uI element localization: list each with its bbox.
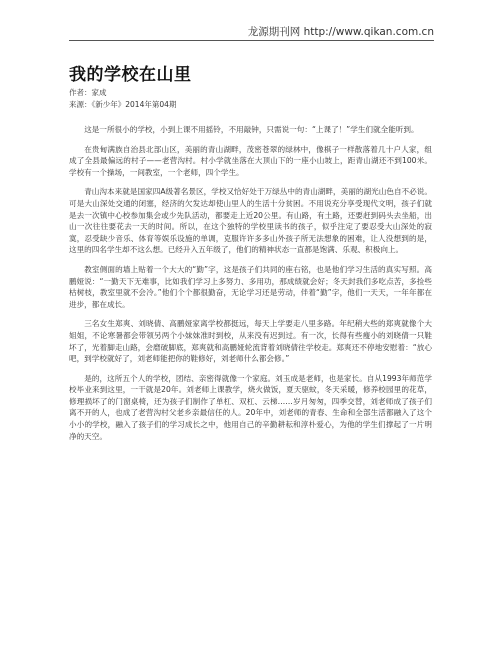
paragraph: 在贵甸满族自治县北部山区，美丽的青山湖畔，茂密苍翠的绿林中，像棋子一样散落着几十户人家，组成了全县最偏远的村子——老营沟村。村小学就坐落在大顶山下的一座小山坡上，距青山湖还不到100米。学校有一个操场，一间教室，一个老师，四个学生。 (69, 144, 432, 177)
article-author: 作者：家成 (69, 88, 107, 97)
article-body (69, 124, 432, 450)
article-source: 来源：《新少年》2014年第04期 (69, 100, 177, 109)
paragraph: 是的，这所五个人的学校，团结、亲密得就像一个家庭。刘玉成是老师，也是家长。自从1993年师范学校毕业来到这里，一干就是20年。刘老师上课教学，烧火做饭，夏天驱蚊，冬天采暖，修养校园里的花草，修理损坏了的门窗桌椅，还为孩子们制作了单杠、双杠、云梯……岁月匆匆，四季交替，刘老师成了孩子们离不开的人，也成了老营沟村父老乡亲最信任的人。20年中，刘老师的青春、生命和全部生活都融入了这个小小的学校，融入了孩子们的学习成长之中，他用自己的辛勤耕耘和淳朴爱心，为他的学生们撑起了一片明净的天空。 (69, 373, 432, 441)
paragraph: 教室侧面的墙上贴着一个大大的“勤”字，这是孩子们共同的座右铭，也是他们学习生活的真实写照。高鹏娅说：“一勤天下无难事，比如我们学习上多努力、多用功，那成绩就会好；冬天封我们多吃点苦，多捡些枯树枝，教室里就不会冷。”他们个个都很勤奋，无论学习还是劳动，伴着“勤”字，他们一天天，一年年都在进步，都在成长。 (69, 264, 432, 309)
article-title: 我的学校在山里 (69, 65, 192, 85)
header-divider (69, 40, 434, 41)
paragraph: 这是一所很小的学校，小到上课不用摇铃，不用敲钟，只需说一句：“上课了！”学生们就全能听到。 (84, 125, 419, 134)
journal-site-header: 龙源期刊网 http://www.qikan.com.cn (247, 26, 434, 38)
paragraph: 三名女生郑爽、刘晓倩、高鹏娅家离学校都挺远，每天上学要走八里多路。年纪稍大些的郑爽就像个大姐姐，不论寒暑都会带领另两个小妹妹准时到校，从来没有迟到过。有一次，长得有些瘦小的刘晓倩一只鞋坏了，光着脚走山路，会磨破脚底，郑爽就和高鹏娅轮流背着刘晓倩往学校走。郑爽还不停地安慰着：“放心吧，到学校就好了，刘老师能把你的鞋修好，刘老师什么都会修。” (69, 319, 432, 364)
paragraph: 青山沟本来就是国家四A级著名景区，学校又恰好处于万绿丛中的青山湖畔，美丽的湖光山色自不必说。可是大山深处交通的闭塞，经济的欠发达却使山里人的生活十分贫困。不用说充分享受现代文明，孩子们就是去一次镇中心校参加集会或少先队活动，都要走上近20公里。有山路，有土路，还要赶到码头去坐船，出山一次往往要花去一天的时间。所以，在这个独特的学校里读书的孩子，似乎注定了要忍受大山深处的寂寞，忍受缺少音乐、体育等娱乐设施的单调，克服许许多多山外孩子所无法想象的困难，让人没想到的是，这里的四名学生却不这么想。已经升入五年级了，他们的精神状态一直都是饱满、乐观、积极向上。 (69, 187, 432, 255)
